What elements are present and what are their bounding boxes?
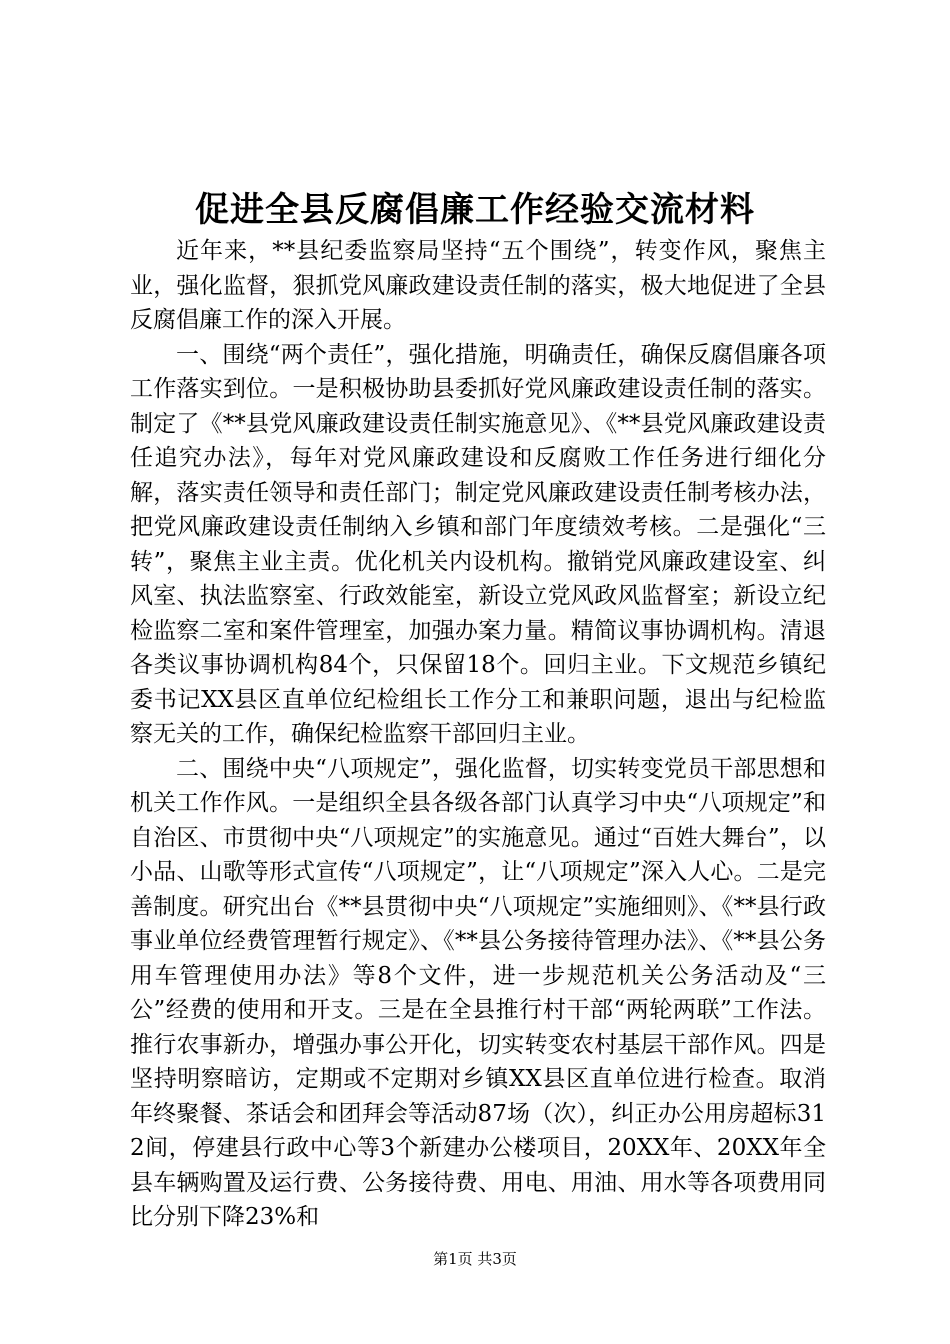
- paragraph-intro: 近年来，**县纪委监察局坚持“五个围绕”，转变作风，聚焦主业，强化监督，狠抓党风廉政建设责任制的落实，极大地促进了全县反腐倡廉工作的深入开展。: [130, 238, 826, 333]
- document-body: [130, 234, 826, 1235]
- document-title: 促进全县反腐倡廉工作经验交流材料: [195, 190, 755, 230]
- page-indicator: 第1页 共3页: [433, 1250, 517, 1268]
- page-footer: [0, 1248, 950, 1270]
- paragraph-section-one: 一、围绕“两个责任”，强化措施，明确责任，确保反腐倡廉各项工作落实到位。一是积极协助县委抓好党风廉政建设责任制的落实。制定了《**县党风廉政建设责任制实施意见》、《**县党风廉政建设责任追究办法》，每年对党风廉政建设和反腐败工作任务进行细化分解，落实责任领导和责任部门；制定党风廉政建设责任制考核办法，把党风廉政建设责任制纳入乡镇和部门年度绩效考核。二是强化“三转”，聚焦主业主责。优化机关内设机构。撤销党风廉政建设室、纠风室、执法监察室、行政效能室，新设立党风政风监督室；新设立纪检监察二室和案件管理室，加强办案力量。精简议事协调机构。清退各类议事协调机构84个，只保留18个。回归主业。下文规范乡镇纪委书记XX县区直单位纪检组长工作分工和兼职问题，退出与纪检监察无关的工作，确保纪检监察干部回归主业。: [130, 341, 826, 747]
- paragraph-section-two: 二、围绕中央“八项规定”，强化监督，切实转变党员干部思想和机关工作作风。一是组织全县各级各部门认真学习中央“八项规定”和自治区、市贯彻中央“八项规定”的实施意见。通过“百姓大舞台”，以小品、山歌等形式宣传“八项规定”，让“八项规定”深入人心。二是完善制度。研究出台《**县贯彻中央“八项规定”实施细则》、《**县行政事业单位经费管理暂行规定》、《**县公务接待管理办法》、《**县公务用车管理使用办法》等8个文件，进一步规范机关公务活动及“三公”经费的使用和开支。三是在全县推行村干部“两轮两联”工作法。推行农事新办，增强办事公开化，切实转变农村基层干部作风。四是坚持明察暗访，定期或不定期对乡镇XX县区直单位进行检查。取消年终聚餐、茶话会和团拜会等活动87场（次），纠正办公用房超标312间，停建县行政中心等3个新建办公楼项目，20XX年、20XX年全县车辆购置及运行费、公务接待费、用电、用油、用水等各项费用同比分别下降23%和: [130, 755, 826, 1230]
